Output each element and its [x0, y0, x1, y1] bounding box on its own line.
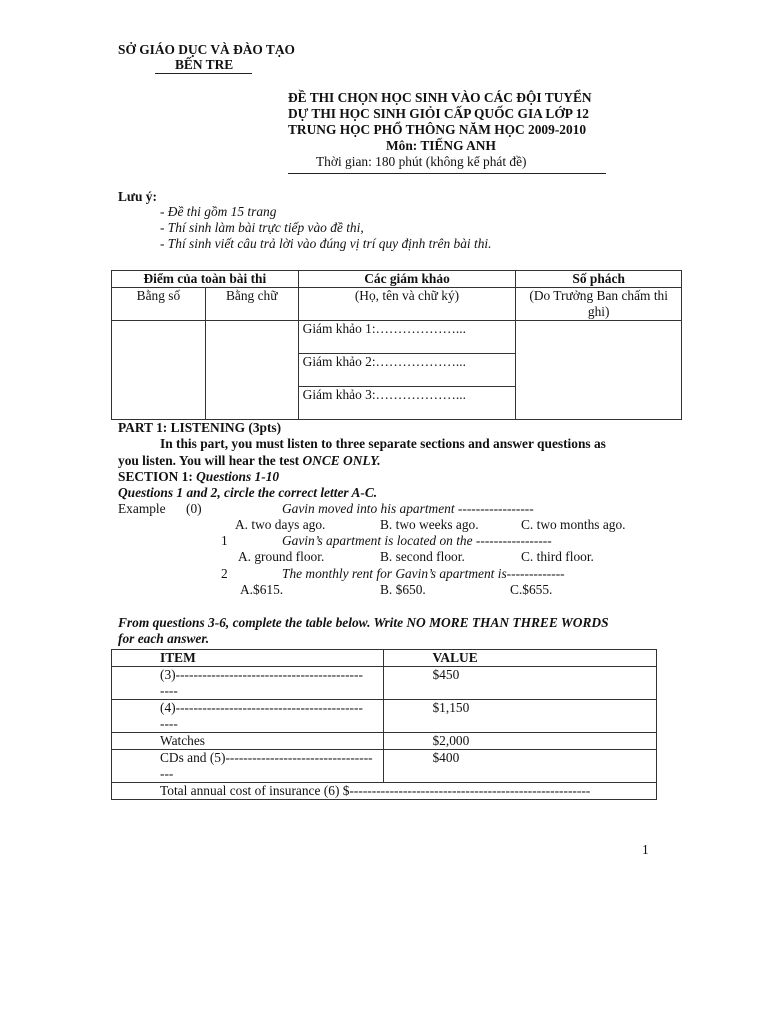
- note-item: - Đề thi gồm 15 trang: [160, 204, 277, 219]
- score-by-number-field[interactable]: [112, 321, 206, 420]
- examiners-subheader: (Họ, tên và chữ ký): [298, 288, 516, 321]
- examiner-2-field[interactable]: Giám khảo 2:………………...: [298, 354, 516, 387]
- section-questions: Questions 1-10: [196, 469, 280, 484]
- value-cell: $450: [384, 667, 657, 700]
- exam-title-line-3: TRUNG HỌC PHỔ THÔNG NĂM HỌC 2009-2010: [288, 122, 587, 137]
- questions-instruction: Questions 1 and 2, circle the correct letter A-C.: [118, 485, 378, 500]
- question-number: 1: [221, 533, 228, 548]
- department-name: SỞ GIÁO DỤC VÀ ĐÀO TẠO: [118, 42, 295, 57]
- notes-label: Lưu ý:: [118, 189, 157, 204]
- exam-time: Thời gian: 180 phút (không kể phát đề): [316, 154, 527, 169]
- value-cell: $2,000: [384, 733, 657, 750]
- part-1-intro-line-2: [118, 453, 381, 469]
- item-text: CDs and (5)---------------------------------: [160, 750, 373, 765]
- question-number: 2: [221, 566, 228, 581]
- code-header: Số phách: [516, 271, 682, 288]
- table-instruction-line-2: for each answer.: [118, 631, 210, 646]
- exam-title-line-2: DỰ THI HỌC SINH GIỎI CẤP QUỐC GIA LỚP 12: [288, 106, 589, 121]
- intro-emphasis: ONCE ONLY.: [302, 453, 381, 468]
- table-row: [112, 783, 657, 800]
- option-c[interactable]: C.$655.: [510, 582, 553, 597]
- score-by-number-label: Bằng số: [112, 288, 206, 321]
- part-1-title: PART 1: LISTENING (3pts): [118, 420, 282, 435]
- page-number: 1: [642, 842, 649, 857]
- option-c[interactable]: C. two months ago.: [521, 517, 626, 532]
- question-stem: Gavin’s apartment is located on the -----------------: [282, 533, 552, 548]
- score-by-words-field[interactable]: [205, 321, 298, 420]
- table-row: [112, 750, 657, 783]
- option-c[interactable]: C. third floor.: [521, 549, 594, 564]
- item-cell: Watches: [112, 733, 384, 750]
- examiner-1-field[interactable]: Giám khảo 1:………………...: [298, 321, 516, 354]
- department-underline: [155, 73, 252, 74]
- intro-text: you listen. You will hear the test: [118, 453, 303, 468]
- option-a[interactable]: A. ground floor.: [238, 549, 325, 564]
- section-label: SECTION 1:: [118, 469, 197, 484]
- code-subheader: (Do Trưởng Ban chấm thi ghi): [516, 288, 682, 321]
- total-cost-cell[interactable]: Total annual cost of insurance (6) $------------------------------------------------------: [112, 783, 657, 800]
- option-b[interactable]: B. two weeks ago.: [380, 517, 479, 532]
- department-province: BẾN TRE: [175, 57, 234, 72]
- title-underline: [288, 173, 606, 174]
- item-text-cont: ---: [160, 766, 174, 781]
- note-item: - Thí sinh viết câu trả lời vào đúng vị trí quy định trên bài thi.: [160, 236, 492, 251]
- item-cell[interactable]: [112, 667, 384, 700]
- option-a[interactable]: A. two days ago.: [235, 517, 326, 532]
- example-label: Example: [118, 501, 166, 516]
- score-by-words-label: Bằng chữ: [205, 288, 298, 321]
- item-cell[interactable]: [112, 700, 384, 733]
- option-b[interactable]: B. $650.: [380, 582, 426, 597]
- value-cell: $400: [384, 750, 657, 783]
- item-cell[interactable]: [112, 750, 384, 783]
- examiners-header: Các giám khảo: [298, 271, 516, 288]
- table-row: [112, 733, 657, 750]
- score-header: Điểm của toàn bài thi: [112, 271, 299, 288]
- exam-subject: Môn: TIẾNG ANH: [386, 138, 496, 153]
- value-header: VALUE: [384, 650, 657, 667]
- table-row: [112, 700, 657, 733]
- option-b[interactable]: B. second floor.: [380, 549, 465, 564]
- item-text-cont: ----: [160, 683, 178, 698]
- item-header: ITEM: [112, 650, 384, 667]
- value-cell: $1,150: [384, 700, 657, 733]
- example-number: (0): [186, 501, 202, 516]
- item-text: (3)------------------------------------------: [160, 667, 363, 682]
- item-text: (4)------------------------------------------: [160, 700, 363, 715]
- item-text-cont: ----: [160, 716, 178, 731]
- note-item: - Thí sinh làm bài trực tiếp vào đề thi,: [160, 220, 364, 235]
- code-field[interactable]: [516, 321, 682, 420]
- question-stem: The monthly rent for Gavin’s apartment is-------------: [282, 566, 565, 581]
- table-row: [112, 667, 657, 700]
- section-1-title: [118, 469, 279, 485]
- exam-title-line-1: ĐỀ THI CHỌN HỌC SINH VÀO CÁC ĐỘI TUYỂN: [288, 90, 592, 105]
- option-a[interactable]: A.$615.: [240, 582, 284, 597]
- examiner-3-field[interactable]: Giám khảo 3:………………...: [298, 387, 516, 420]
- part-1-intro: In this part, you must listen to three separate sections and answer questions as: [160, 436, 606, 451]
- score-table: [111, 270, 682, 420]
- table-instruction: From questions 3-6, complete the table below. Write NO MORE THAN THREE WORDS: [118, 615, 609, 630]
- insurance-table: [111, 649, 657, 800]
- question-stem: Gavin moved into his apartment -----------------: [282, 501, 534, 516]
